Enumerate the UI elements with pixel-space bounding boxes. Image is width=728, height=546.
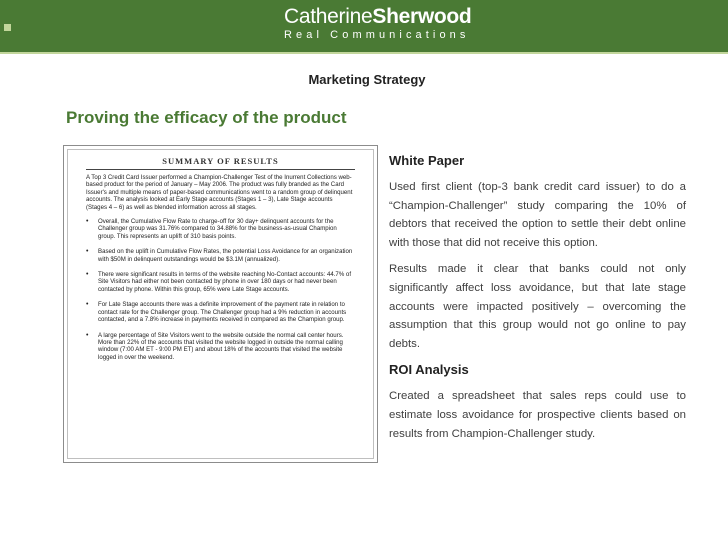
summary-document-frame	[67, 149, 374, 459]
bullet-icon: •	[86, 218, 89, 226]
roi-analysis-paragraph: Created a spreadsheet that sales reps could use to estimate loss avoidance for prospective clients based on results from Champion-Challenger study.	[389, 390, 686, 440]
header-divider	[0, 52, 728, 54]
summary-document-image	[63, 145, 378, 463]
document-bullet-text: There were significant results in terms of the website reaching No-Contact accounts: 44.7% of Site Visitors had either not been contacted by phone in over 180 days or had never been contacted by phone. Within this group, 65% were Late Stage accounts.	[98, 271, 352, 293]
white-paper-results-paragraph: Results made it clear that banks could not only significantly affect loss avoidance, but that late stage accounts were impacted positively – overcoming the assumption that this group would not go online to pay debts.	[389, 263, 686, 350]
page-subtitle: Marketing Strategy	[308, 72, 426, 87]
document-bullet	[86, 248, 355, 263]
document-bullet	[86, 301, 355, 323]
document-bullet-text: Based on the uplift in Cumulative Flow Rates, the potential Loss Avoidance for an organization with $50M in delinquent outstandings would be $3.1M (annualized).	[98, 248, 353, 263]
bullet-icon: •	[86, 331, 89, 339]
document-intro: A Top 3 Credit Card Issuer performed a Champion-Challenger Test of the Inurrent Collections web-based product for the period of January – May 2006. The product was fully branded as the Card Issuer's and multiple means of paper-based communications went to a random group of delinquent accounts. The analysis looked at Early Stage accounts (Stages 1 – 3), Late Stage accounts (Stages 4 – 6) as well as blended information across all stages.	[86, 174, 353, 211]
document-divider	[86, 169, 355, 170]
brand-name-light: Catherine	[284, 5, 373, 28]
document-bullet	[86, 332, 355, 362]
bullet-icon: •	[86, 271, 89, 279]
page-title: Proving the efficacy of the product	[66, 108, 347, 127]
roi-analysis-heading: ROI Analysis	[389, 362, 469, 378]
brand-name	[284, 6, 471, 28]
bullet-icon: •	[86, 301, 89, 309]
content-column	[389, 152, 686, 451]
document-bullet-text: For Late Stage accounts there was a definite improvement of the payment rate in relation to contact rate for the Challenger group. The Challenger group had a 9% reduction in accounts contacted, and a 7.8% increase in payments received in compared as the Champion group.	[98, 301, 347, 324]
brand-logo	[284, 6, 471, 42]
document-bullet-text: Overall, the Cumulative Flow Rate to charge-off for 30 day+ delinquent accounts for the Challenger group was 31.76% compared to 34.88% for the business-as-usual Champion group. This represents an uplift of 310 basis points.	[98, 218, 337, 240]
document-bullet-list	[86, 218, 355, 361]
document-heading: SUMMARY OF RESULTS	[162, 156, 279, 166]
brand-name-strong: Sherwood	[372, 5, 472, 28]
header-accent-square	[0, 0, 12, 52]
white-paper-heading: White Paper	[389, 153, 465, 168]
document-bullet	[86, 271, 355, 293]
brand-tagline: Real Communications	[284, 29, 470, 41]
bullet-icon: •	[86, 248, 89, 256]
white-paper-paragraph: Used first client (top-3 bank credit card issuer) to do a “Champion-Challenger” study comparing the 10% of debtors that received the option to settle their debt online with those that did not receive this option.	[389, 181, 686, 249]
document-bullet-text: A large percentage of Site Visitors went to the website outside the normal call center hours. More than 22% of the accounts that visited the website logged in outside the normal calling window (7:00 AM ET - 9:00 PM ET) and about 18% of the accounts that visited the website logged in over the weekend.	[98, 331, 344, 361]
document-bullet	[86, 218, 355, 240]
